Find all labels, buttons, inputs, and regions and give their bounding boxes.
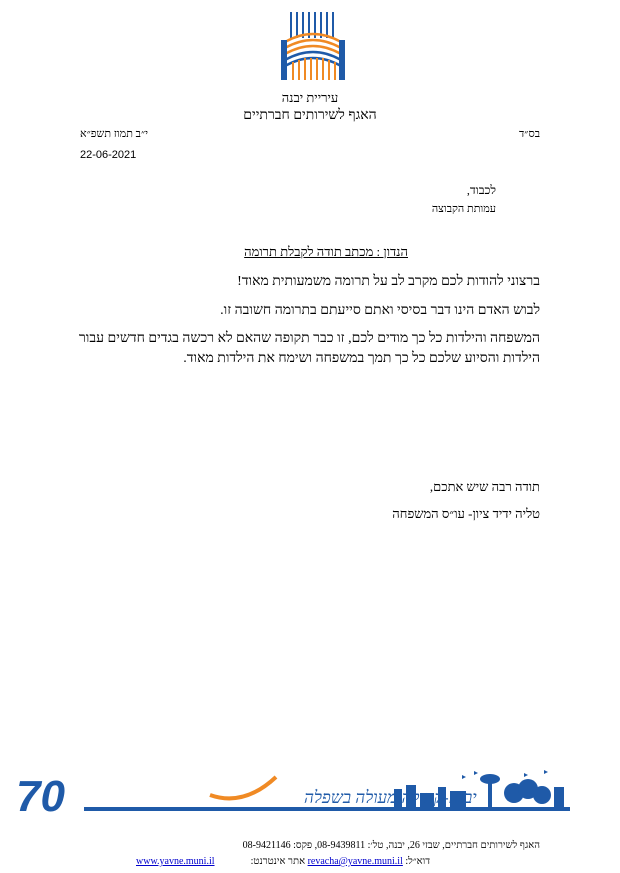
banner-number: 70: [16, 772, 65, 819]
body-paragraph-2: לבוש האדם הינו דבר בסיסי ואתם סייעתם בתרומה חשובה זו.: [220, 303, 540, 318]
bsd-mark: בס״ד: [518, 128, 540, 140]
website-link[interactable]: www.yavne.muni.il: [136, 856, 215, 867]
recipient-greeting: לכבוד,: [466, 183, 496, 197]
closing-thanks: תודה רבה שיש אתכם,: [429, 479, 540, 494]
signer-name: טליה ידיד ציון- עו״ס המשפחה: [392, 506, 540, 521]
hebrew-date: י״ב תמוז תשפ״א: [80, 128, 149, 140]
body-paragraph-3: המשפחה והילדות כל כך מודים לכם, זו כבר תקופה שהאם לא רכשה בגדים חדשים עבור הילדות והסיוע שלכם כל כך תמך במשפחה ושימח את הילדות מאוד.: [78, 331, 540, 366]
body-paragraph-1: ברצוני להודות לכם מקרב לב על תרומה משמעותית מאוד!: [237, 274, 540, 289]
email-link[interactable]: revacha@yavne.muni.il: [307, 856, 403, 867]
municipality-logo: [277, 8, 349, 82]
footer-address: האגף לשירותים חברתיים, שבזי 26, יבנה, טל׳: 08-9439811, פקס: 08-9421146: [242, 840, 540, 851]
gregorian-date: 22-06-2021: [80, 149, 137, 161]
website-label: אתר אינטרנט:: [250, 856, 306, 867]
department-name: האגף לשירותים חברתיים: [243, 108, 377, 123]
footer-contacts: [251, 856, 430, 867]
anniversary-banner: [14, 767, 570, 819]
city-name: עיריית יבנה: [281, 90, 339, 105]
email-label: דוא״ל:: [405, 856, 430, 867]
banner-slogan: יבנה-קהילה מעולה בשפלה: [304, 788, 477, 807]
recipient-name: עמותת הקבוצה: [431, 203, 496, 215]
subject-line: הנדון : מכתב תודה לקבלת תרומה: [244, 244, 408, 259]
